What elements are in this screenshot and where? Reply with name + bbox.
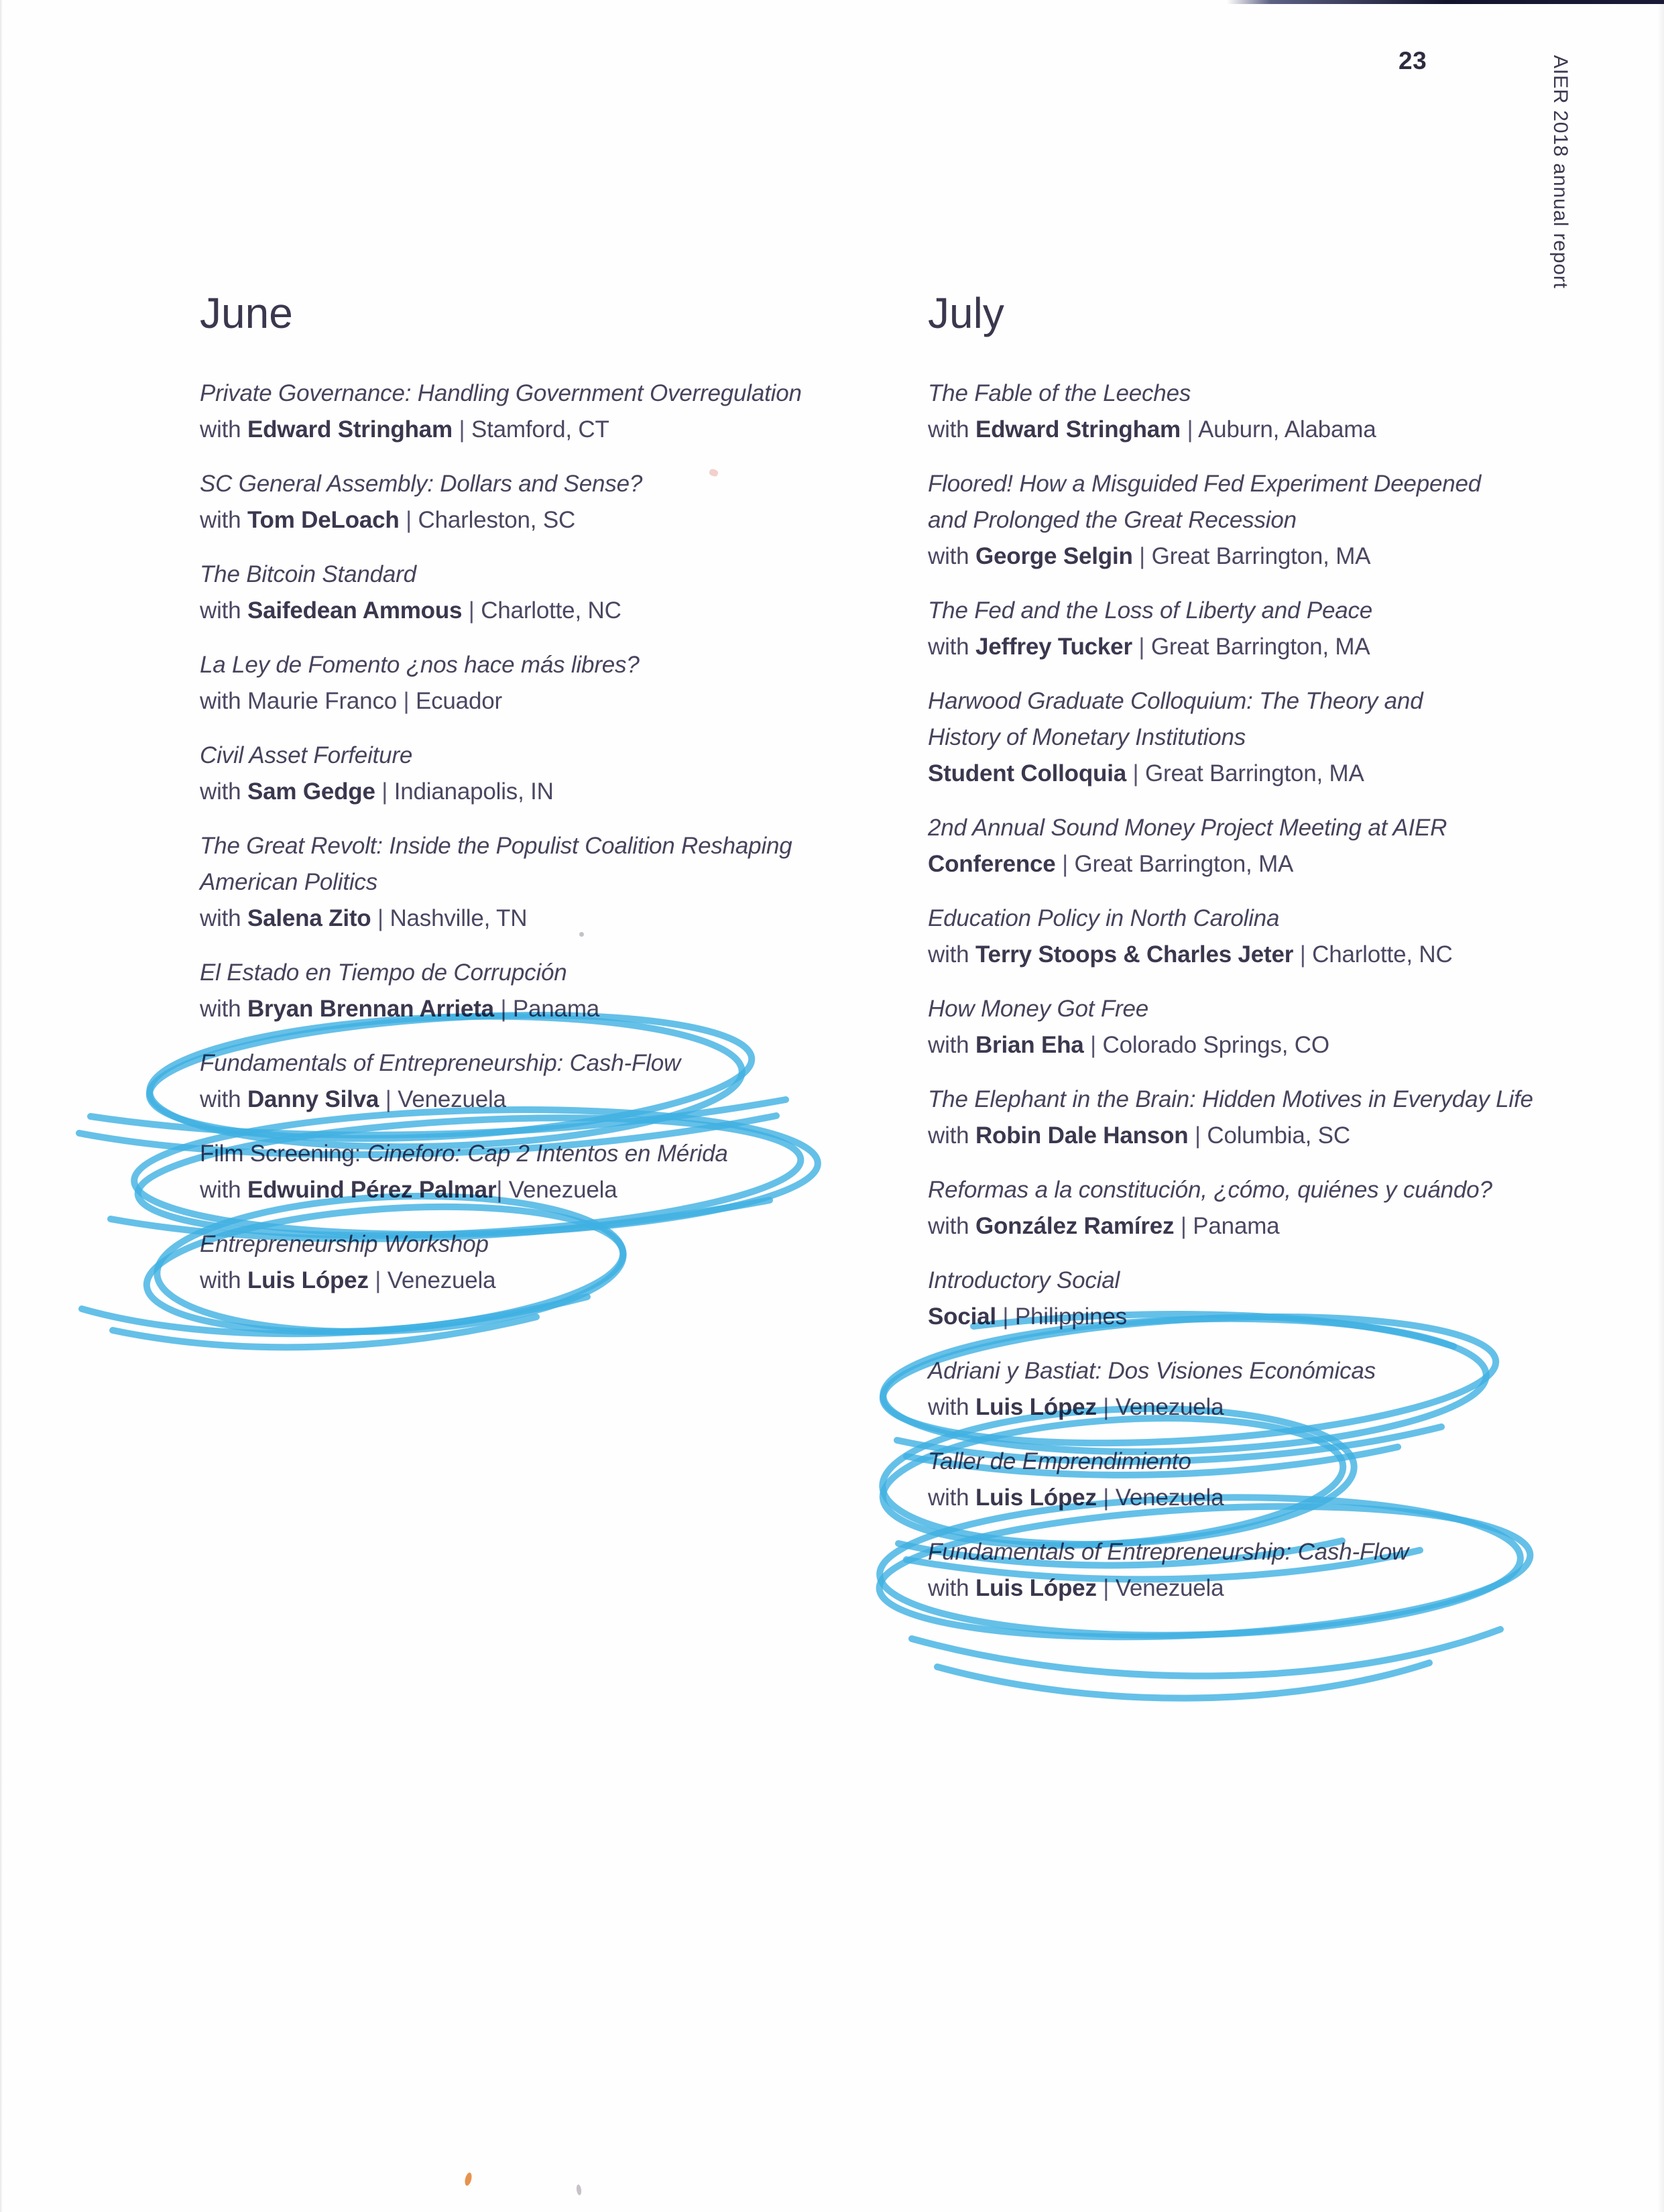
event-entry [928, 900, 1639, 973]
event-title: 2nd Annual Sound Money Project Meeting at AIER [928, 815, 1447, 841]
event-title: Education Policy in North Carolina [928, 905, 1280, 931]
scan-edge-artifact [1227, 0, 1664, 4]
event-title: Floored! How a Misguided Fed Experiment Deepened [928, 471, 1482, 497]
event-title: SC General Assembly: Dollars and Sense? [200, 471, 643, 497]
event-title: Film Screening: Cineforo: Cap 2 Intentos en Mérida [200, 1141, 728, 1167]
event-title: and Prolonged the Great Recession [928, 507, 1297, 533]
event-entry-circled [928, 1353, 1639, 1425]
scan-speck [464, 2172, 473, 2187]
event-entry [928, 466, 1639, 575]
month-column-june [200, 290, 884, 1317]
event-entry [928, 1263, 1639, 1335]
event-entry-circled [928, 1534, 1639, 1607]
scan-right-shadow [1657, 0, 1664, 2212]
event-title: Fundamentals of Entrepreneurship: Cash-Flow [928, 1539, 1409, 1565]
report-spine-text: AIER 2018 annual report [1549, 55, 1571, 289]
event-entry [928, 683, 1639, 792]
event-byline: with Brian Eha | Colorado Springs, CO [928, 1032, 1329, 1058]
event-title: Harwood Graduate Colloquium: The Theory and [928, 688, 1423, 714]
event-entry [928, 375, 1639, 448]
event-byline: with Luis López | Venezuela [928, 1575, 1224, 1601]
event-title: Private Governance: Handling Government Overregulation [200, 380, 802, 406]
event-byline: with Bryan Brennan Arrieta | Panama [200, 996, 600, 1022]
event-byline: with Edward Stringham | Auburn, Alabama [928, 416, 1376, 443]
event-title: La Ley de Fomento ¿nos hace más libres? [200, 652, 640, 678]
month-heading: July [928, 289, 1004, 337]
event-title: Introductory Social [928, 1267, 1120, 1293]
event-title: Civil Asset Forfeiture [200, 742, 413, 768]
event-title: The Bitcoin Standard [200, 561, 416, 587]
scan-speck [579, 932, 584, 937]
event-title: The Fed and the Loss of Liberty and Peace [928, 597, 1373, 624]
event-byline: with Robin Dale Hanson | Columbia, SC [928, 1122, 1350, 1149]
event-entry-circled [928, 1444, 1639, 1516]
event-title: Fundamentals of Entrepreneurship: Cash-Flow [200, 1050, 681, 1076]
month-heading: June [200, 289, 293, 337]
event-title: El Estado en Tiempo de Corrupción [200, 959, 567, 986]
event-entry [200, 557, 884, 629]
event-byline: with Luis López | Venezuela [200, 1267, 496, 1293]
event-entry-circled [200, 1136, 884, 1208]
scan-speck [576, 2185, 582, 2196]
event-entry [928, 991, 1639, 1063]
event-entry [928, 593, 1639, 665]
event-title: Entrepreneurship Workshop [200, 1231, 489, 1257]
event-entry [200, 738, 884, 810]
event-byline: with Edward Stringham | Stamford, CT [200, 416, 609, 443]
event-entry [928, 810, 1639, 882]
event-byline: with Saifedean Ammous | Charlotte, NC [200, 597, 621, 624]
event-byline: Student Colloquia | Great Barrington, MA [928, 760, 1364, 787]
event-entry-circled [200, 1045, 884, 1118]
event-byline: with González Ramírez | Panama [928, 1213, 1280, 1239]
event-title: Adriani y Bastiat: Dos Visiones Económicas [928, 1358, 1376, 1384]
event-byline: Conference | Great Barrington, MA [928, 851, 1294, 877]
event-entry [200, 375, 884, 448]
event-byline: with Danny Silva | Venezuela [200, 1086, 506, 1112]
event-byline: with Maurie Franco | Ecuador [200, 688, 502, 714]
event-byline: Social | Philippines [928, 1303, 1127, 1330]
event-byline: with Jeffrey Tucker | Great Barrington, MA [928, 634, 1370, 660]
event-byline: with George Selgin | Great Barrington, MA [928, 543, 1371, 569]
event-entry-circled [200, 1226, 884, 1299]
scan-left-shadow [0, 0, 3, 2212]
month-column-july [928, 290, 1639, 1625]
event-byline: with Tom DeLoach | Charleston, SC [200, 507, 576, 533]
event-entry [928, 1082, 1639, 1154]
event-byline: with Sam Gedge | Indianapolis, IN [200, 778, 554, 805]
event-title: American Politics [200, 869, 378, 895]
event-byline: with Luis López | Venezuela [928, 1394, 1224, 1420]
event-title: How Money Got Free [928, 996, 1149, 1022]
event-byline: with Salena Zito | Nashville, TN [200, 905, 528, 931]
event-byline: with Terry Stoops & Charles Jeter | Charlotte, NC [928, 941, 1453, 968]
event-title: The Fable of the Leeches [928, 380, 1191, 406]
event-entry [200, 647, 884, 719]
event-title: Reformas a la constitución, ¿cómo, quiénes y cuándo? [928, 1177, 1492, 1203]
event-entry [200, 466, 884, 538]
event-title: The Great Revolt: Inside the Populist Coalition Reshaping [200, 833, 792, 859]
event-byline: with Luis López | Venezuela [928, 1485, 1224, 1511]
event-entry [200, 955, 884, 1027]
event-entry [928, 1172, 1639, 1244]
event-byline: with Edwuind Pérez Palmar| Venezuela [200, 1177, 617, 1203]
event-entry [200, 828, 884, 937]
page-number: 23 [1399, 47, 1427, 74]
event-title: The Elephant in the Brain: Hidden Motives in Everyday Life [928, 1086, 1533, 1112]
event-title: Taller de Emprendimiento [928, 1448, 1191, 1474]
event-title: History of Monetary Institutions [928, 724, 1246, 750]
